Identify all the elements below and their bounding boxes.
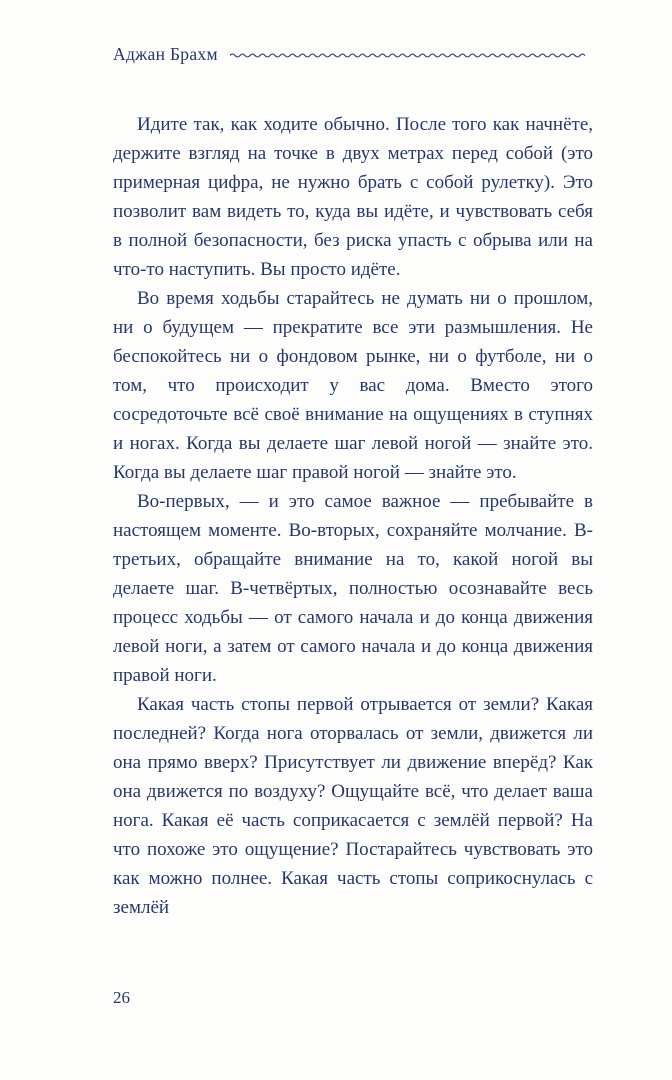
body-text	[113, 110, 593, 922]
decorative-wavy-line	[230, 51, 588, 60]
running-head-author: Аджан Брахм	[113, 44, 218, 64]
paragraph-4: Какая часть стопы первой отрывается от земли? Какая последней? Когда нога оторвалась от земли, движется ли она прямо вверх? Присутствует ли движение вперёд? Как она движется по воздуху? Ощущайте всё, что делает ваша нога. Какая её часть соприкасается с землёй первой? На что похоже это ощущение? Постарайтесь чувствовать это как можно полнее. Какая часть стопы соприкоснулась с землёй	[113, 694, 593, 918]
running-head	[113, 44, 593, 65]
paragraph-1: Идите так, как ходите обычно. После того как начнёте, держите взгляд на точке в двух метрах перед собой (это примерная цифра, не нужно брать с собой рулетку). Это позволит вам видеть то, куда вы идёте, и чувствовать себя в полной безопасности, без риска упасть с обрыва или на что-то наступить. Вы просто идёте.	[113, 114, 593, 280]
page-number: 26	[113, 988, 130, 1007]
paragraph-3: Во-первых, — и это самое важное — пребывайте в настоящем моменте. Во-вторых, сохраняйте молчание. В-третьих, обращайте внимание на то, какой ногой вы делаете шаг. В-четвёртых, полностью осознавайте весь процесс ходьбы — от самого начала и до конца движения левой ноги, а затем от самого начала и до конца движения правой ноги.	[113, 491, 593, 686]
paragraph-2: Во время ходьбы старайтесь не думать ни о прошлом, ни о будущем — прекратите все эти размышления. Не беспокойтесь ни о фондовом рынке, ни о футболе, ни о том, что происходит у вас дома. Вместо этого сосредоточьте всё своё внимание на ощущениях в ступнях и ногах. Когда вы делаете шаг левой ногой — знайте это. Когда вы делаете шаг правой ногой — знайте это.	[113, 288, 593, 483]
